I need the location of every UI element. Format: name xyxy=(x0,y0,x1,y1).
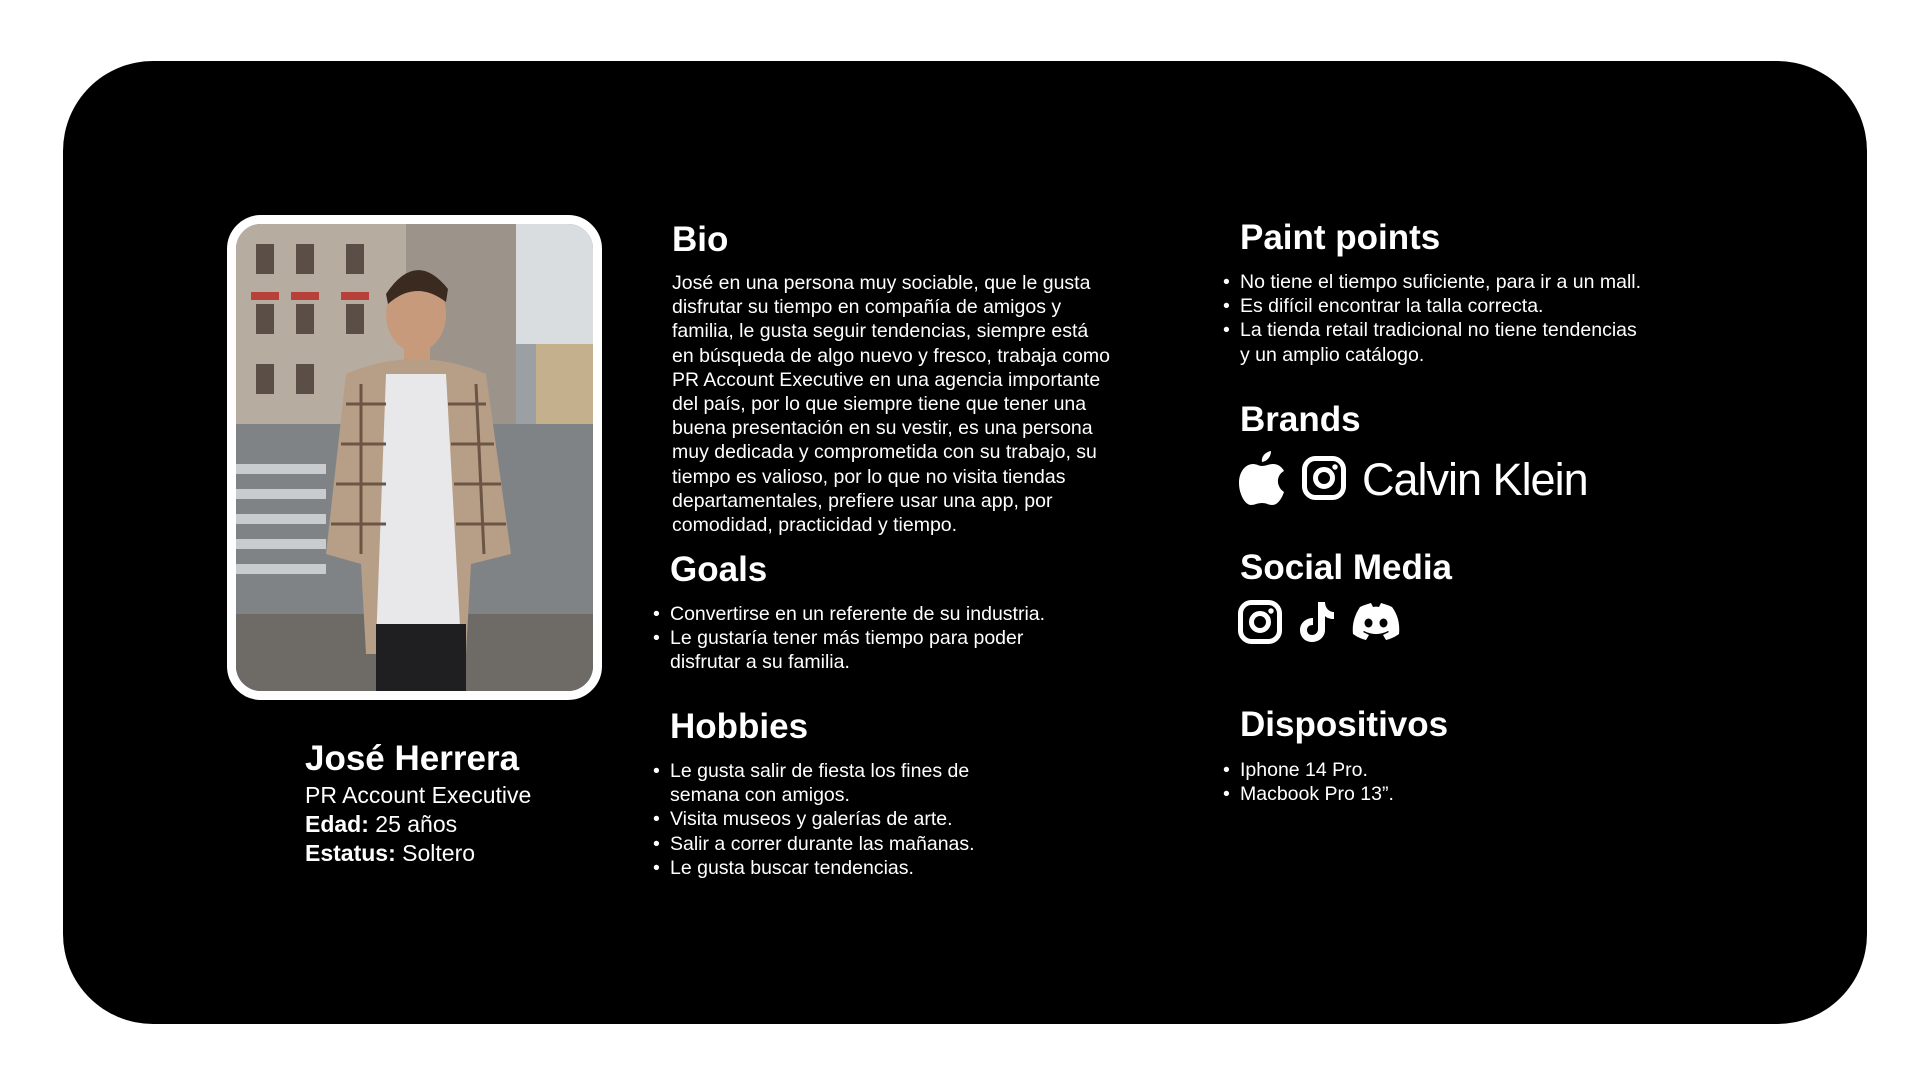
list-item-text: • Es difícil encontrar la talla correcta. xyxy=(1240,295,1544,318)
bio-line: tiempo es valioso, por lo que no visita tiendas xyxy=(672,465,1066,488)
bio-line: en búsqueda de algo nuevo y fresco, trabaja como xyxy=(672,344,1110,367)
instagram-icon xyxy=(1302,456,1346,505)
brands-title: Brands xyxy=(1240,400,1361,439)
devices-title: Dispositivos xyxy=(1240,705,1449,744)
list-item xyxy=(1223,318,1641,366)
discord-icon xyxy=(1352,603,1400,646)
list-item-text: • Macbook Pro 13”. xyxy=(1240,783,1394,806)
apple-icon xyxy=(1238,449,1286,512)
bio-text xyxy=(672,271,1110,537)
list-item-text: • Iphone 14 Pro. xyxy=(1240,759,1368,781)
list-item xyxy=(653,626,1045,674)
hobbies-list xyxy=(653,759,975,880)
list-item-text: • La tienda retail tradicional no tiene tendencias xyxy=(1240,319,1637,342)
bio-line: José en una persona muy sociable, que le gusta xyxy=(672,272,1091,294)
persona-photo xyxy=(227,215,602,700)
social-media-row xyxy=(1238,600,1400,648)
age-value: 25 años xyxy=(368,811,458,837)
pain-points-title: Paint points xyxy=(1240,218,1441,257)
list-item xyxy=(653,856,975,880)
bio-title: Bio xyxy=(672,220,729,259)
list-item xyxy=(1223,782,1394,806)
list-item-text: disfrutar a su familia. xyxy=(670,651,850,674)
list-item xyxy=(653,602,1045,626)
list-item-text: y un amplio catálogo. xyxy=(1240,343,1425,366)
hobbies-title: Hobbies xyxy=(670,707,809,746)
persona-age xyxy=(305,810,531,839)
tiktok-icon xyxy=(1298,600,1336,649)
devices-list xyxy=(1223,758,1394,806)
instagram-icon xyxy=(1238,600,1282,649)
calvin-klein-logo: Calvin Klein xyxy=(1362,454,1588,505)
bio-line: departamentales, prefiere usar una app, por xyxy=(672,489,1053,512)
age-label: Edad: xyxy=(305,811,369,837)
status-value: Soltero xyxy=(395,840,476,866)
list-item-text: • Convertirse en un referente de su industria. xyxy=(670,603,1046,625)
list-item xyxy=(653,832,975,856)
status-label: Estatus: xyxy=(305,840,396,866)
list-item xyxy=(1223,270,1641,294)
list-item xyxy=(653,759,975,807)
list-item-text: • Le gusta salir de fiesta los fines de xyxy=(670,760,970,782)
goals-list xyxy=(653,602,1045,675)
list-item-text: • Le gusta buscar tendencias. xyxy=(670,856,914,879)
bio-line: buena presentación en su vestir, es una persona xyxy=(672,417,1093,440)
list-item-text: semana con amigos. xyxy=(670,784,850,807)
list-item xyxy=(1223,758,1394,782)
social-media-title: Social Media xyxy=(1240,548,1453,587)
bio-line: PR Account Executive en una agencia importante xyxy=(672,368,1101,391)
persona-name: José Herrera xyxy=(305,739,520,778)
persona-status xyxy=(305,839,531,868)
list-item xyxy=(653,807,975,831)
bio-line: muy dedicada y comprometida con su trabajo, su xyxy=(672,441,1097,464)
list-item-text: • Le gustaría tener más tiempo para poder xyxy=(670,627,1024,650)
list-item-text: • Visita museos y galerías de arte. xyxy=(670,808,953,831)
bio-line: del país, por lo que siempre tiene que tener una xyxy=(672,393,1087,416)
bio-line: comodidad, practicidad y tiempo. xyxy=(672,514,958,537)
bio-line: familia, le gusta seguir tendencias, siempre está xyxy=(672,320,1089,343)
bio-line: disfrutar su tiempo en compañía de amigos y xyxy=(672,296,1062,319)
brands-row xyxy=(1238,450,1588,510)
pain-points-list xyxy=(1223,270,1641,367)
persona-info xyxy=(305,737,531,868)
list-item-text: • No tiene el tiempo suficiente, para ir a un mall. xyxy=(1240,271,1642,293)
persona-role: PR Account Executive xyxy=(305,782,532,808)
list-item-text: • Salir a correr durante las mañanas. xyxy=(670,832,975,855)
list-item xyxy=(1223,294,1641,318)
goals-title: Goals xyxy=(670,550,768,589)
